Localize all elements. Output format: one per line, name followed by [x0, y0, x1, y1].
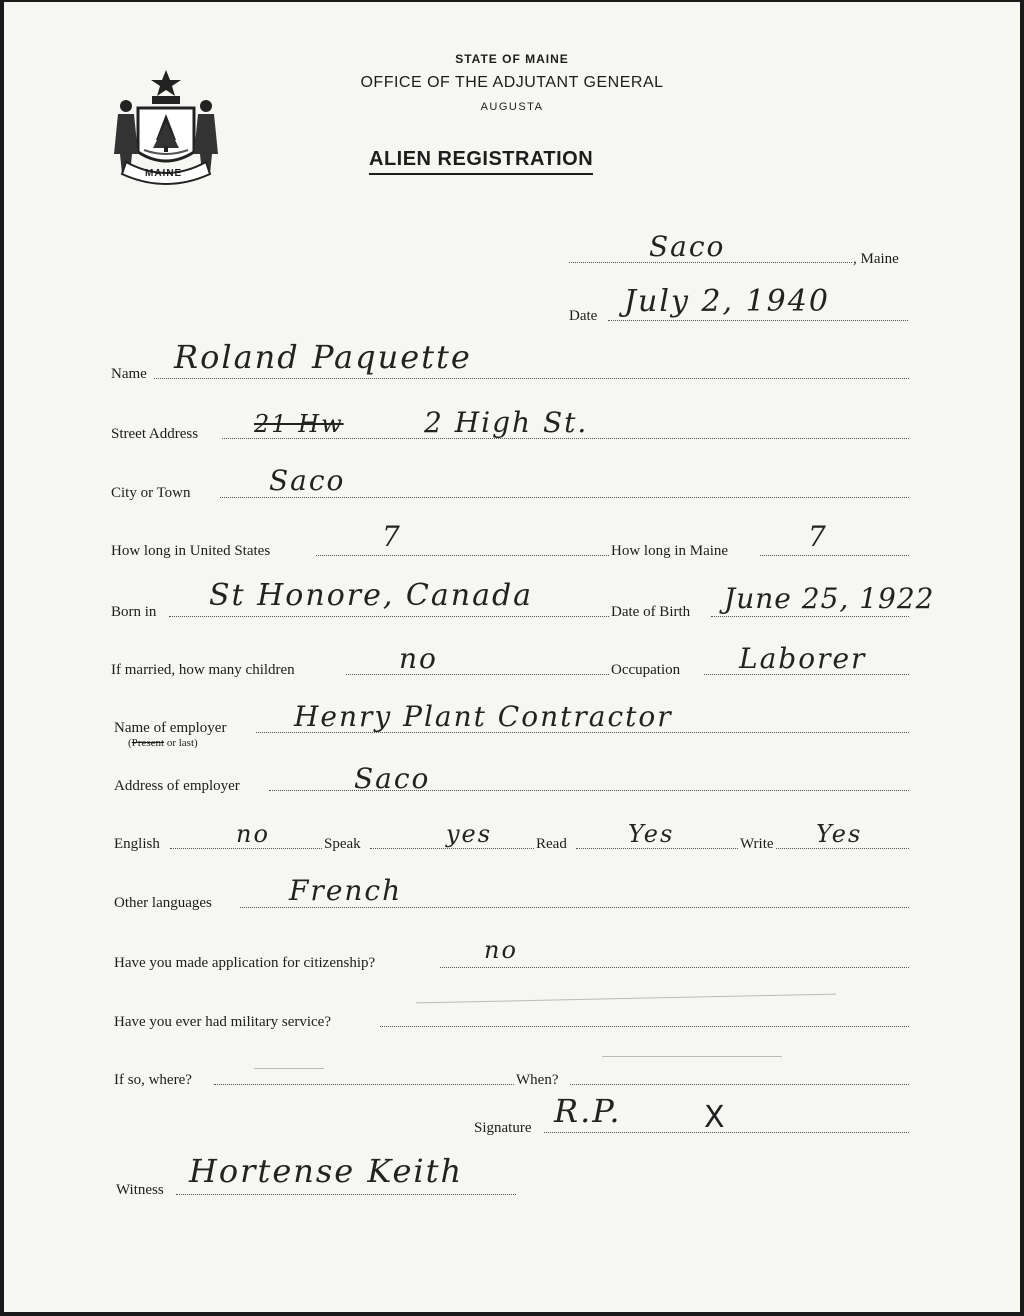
- form-title: ALIEN REGISTRATION: [369, 148, 593, 175]
- occupation-value: Laborer: [739, 642, 867, 675]
- date-of-birth-line: [711, 616, 909, 617]
- children-line: [346, 674, 609, 675]
- children-label: If married, how many children: [111, 662, 295, 678]
- military-label: Have you ever had military service?: [114, 1014, 331, 1030]
- employer-value: Henry Plant Contractor: [294, 700, 673, 733]
- read-label: Read: [536, 836, 567, 852]
- employer-address-label: Address of employer: [114, 778, 240, 794]
- city-field-line: [220, 497, 909, 498]
- born-in-line: [169, 616, 609, 617]
- registration-form: [4, 2, 1020, 1312]
- write-value: Yes: [816, 820, 863, 848]
- name-label: Name: [111, 366, 147, 382]
- seal-banner-text: MAINE: [145, 168, 183, 179]
- where-pencil-mark: [254, 1068, 324, 1069]
- date-field-line: [608, 320, 908, 321]
- employer-sublabel-struck: Present: [131, 737, 165, 749]
- date-of-birth-value: June 25, 1922: [724, 582, 935, 615]
- when-line: [570, 1084, 909, 1085]
- office-heading: OFFICE OF THE ADJUTANT GENERAL: [360, 74, 664, 91]
- name-field-line: [154, 378, 909, 379]
- employer-label: Name of employer: [114, 720, 227, 736]
- born-in-label: Born in: [111, 604, 157, 620]
- other-languages-value: French: [289, 874, 403, 907]
- occupation-label: Occupation: [611, 662, 681, 678]
- write-label: Write: [740, 836, 774, 852]
- where-label: If so, where?: [114, 1072, 192, 1088]
- town-value: Saco: [649, 230, 726, 263]
- read-value: Yes: [628, 820, 675, 848]
- maine-suffix-label: , Maine: [853, 251, 899, 267]
- english-value: no: [236, 820, 270, 848]
- street-struck-value: 21 Hw: [254, 410, 344, 438]
- city-value: Saco: [269, 464, 346, 497]
- english-label: English: [114, 836, 160, 852]
- military-pencil-mark: [416, 994, 836, 1004]
- english-line: [170, 848, 322, 849]
- name-value: Roland Paquette: [174, 338, 472, 376]
- citizenship-label: Have you made application for citizenship?: [114, 955, 376, 971]
- other-languages-label: Other languages: [114, 895, 212, 911]
- employer-address-value: Saco: [354, 762, 431, 795]
- city-heading: AUGUSTA: [480, 101, 544, 113]
- street-value: 2 High St.: [424, 406, 589, 439]
- how-long-us-value: 7: [382, 520, 402, 553]
- how-long-maine-label: How long in Maine: [611, 543, 729, 559]
- signature-x-mark: X: [704, 1100, 727, 1135]
- other-languages-line: [240, 907, 909, 908]
- write-line: [776, 848, 909, 849]
- how-long-maine-value: 7: [808, 520, 828, 553]
- street-address-label: Street Address: [111, 426, 199, 442]
- signature-label: Signature: [474, 1120, 532, 1136]
- where-line: [214, 1084, 514, 1085]
- citizenship-value: no: [484, 936, 518, 964]
- speak-line: [370, 848, 534, 849]
- state-heading: STATE OF MAINE: [455, 52, 569, 66]
- date-label: Date: [569, 308, 598, 324]
- children-value: no: [399, 642, 438, 675]
- date-value: July 2, 1940: [624, 284, 830, 319]
- speak-label: Speak: [324, 836, 361, 852]
- citizenship-line: [440, 967, 909, 968]
- how-long-us-line: [316, 555, 609, 556]
- military-line: [380, 1026, 909, 1027]
- read-line: [576, 848, 738, 849]
- how-long-maine-line: [760, 555, 909, 556]
- city-label: City or Town: [111, 485, 191, 501]
- witness-value: Hortense Keith: [189, 1152, 464, 1190]
- employer-sublabel: (Present or last): [128, 737, 198, 749]
- born-in-value: St Honore, Canada: [209, 578, 534, 613]
- witness-line: [176, 1194, 516, 1195]
- when-pencil-mark: [602, 1056, 782, 1057]
- witness-label: Witness: [116, 1182, 164, 1198]
- when-label: When?: [516, 1072, 559, 1088]
- how-long-us-label: How long in United States: [111, 543, 271, 559]
- date-of-birth-label: Date of Birth: [611, 604, 691, 620]
- signature-value: R.P.: [554, 1092, 622, 1130]
- speak-value: yes: [446, 820, 493, 848]
